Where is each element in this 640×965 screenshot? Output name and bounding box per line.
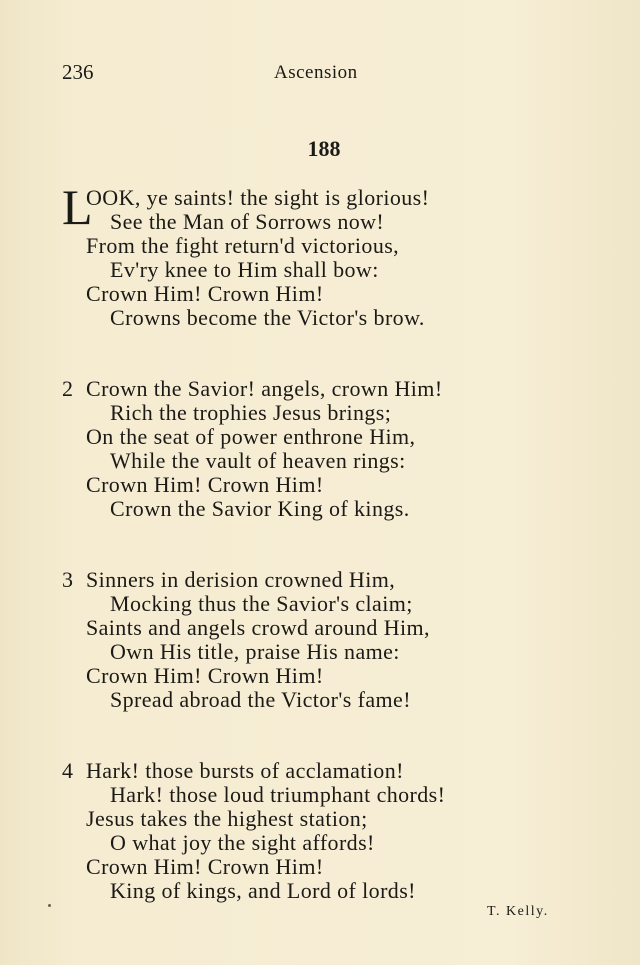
stanza-line: Crown the Savior King of kings. — [110, 496, 410, 521]
stanza-line: Jesus takes the highest station; — [86, 806, 368, 831]
stanza-line: Mocking thus the Savior's claim; — [110, 591, 413, 616]
stanza-line: Crown Him! Crown Him! — [86, 854, 324, 879]
stanza-line: Sinners in derision crowned Him, — [86, 567, 396, 592]
author-attribution: T. Kelly. — [487, 904, 549, 919]
stanza-3 — [62, 568, 542, 712]
page-number: 236 — [62, 60, 94, 84]
stanza-number: 3 — [62, 567, 74, 592]
stanza-line: Crown Him! Crown Him! — [86, 281, 324, 306]
print-speck — [48, 904, 51, 907]
stanza-line: Hark! those loud triumphant chords! — [110, 782, 446, 807]
stanza-line: Rich the trophies Jesus brings; — [110, 400, 392, 425]
stanza-number: 2 — [62, 376, 74, 401]
stanza-line-first — [62, 377, 542, 401]
stanza-line: Crowns become the Victor's brow. — [110, 305, 425, 330]
stanza-2 — [62, 377, 542, 521]
stanza-line: Crown the Savior! angels, crown Him! — [86, 376, 443, 401]
drop-cap: L — [62, 179, 93, 235]
stanza-line: Saints and angels crowd around Him, — [86, 615, 430, 640]
stanza-line: OOK, ye saints! the sight is glorious! — [86, 185, 430, 210]
stanza-line: Crown Him! Crown Him! — [86, 663, 324, 688]
stanza-line: On the seat of power enthrone Him, — [86, 424, 416, 449]
stanza-line-first — [62, 759, 542, 783]
stanza-line: Ev'ry knee to Him shall bow: — [110, 257, 379, 282]
running-head — [62, 60, 602, 86]
stanza-number: 4 — [62, 758, 74, 783]
stanza-line: Own His title, praise His name: — [110, 639, 400, 664]
stanza-line: Hark! those bursts of acclamation! — [86, 758, 404, 783]
hymn-number: 188 — [307, 136, 341, 161]
stanza-line: Spread abroad the Victor's fame! — [110, 687, 411, 712]
stanza-line: Crown Him! Crown Him! — [86, 472, 324, 497]
stanza-1 — [62, 186, 542, 330]
stanza-line: See the Man of Sorrows now! — [110, 209, 385, 234]
section-title: Ascension — [274, 62, 358, 83]
stanza-line: While the vault of heaven rings: — [110, 448, 406, 473]
stanza-line: O what joy the sight affords! — [110, 830, 375, 855]
stanza-4 — [62, 759, 542, 903]
stanza-line: King of kings, and Lord of lords! — [110, 878, 416, 903]
stanza-line: From the fight return'd victorious, — [86, 233, 400, 258]
stanza-line-first — [62, 568, 542, 592]
